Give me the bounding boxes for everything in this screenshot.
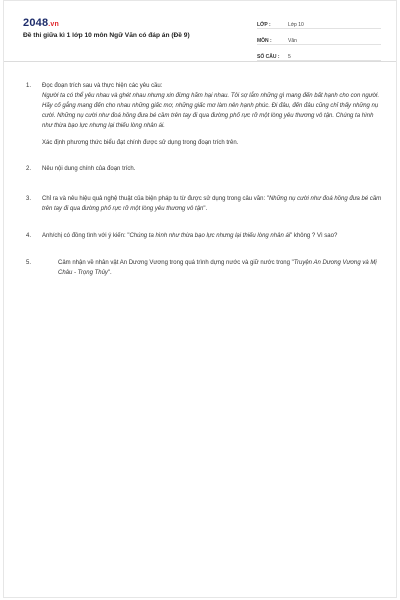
quoted-opinion: Chúng ta hình như thừa bạo lực nhưng lại thiếu lòng nhân ái (129, 233, 291, 239)
question-number: 1. (26, 83, 32, 89)
question-number: 3. (26, 196, 32, 202)
meta-key: SỐ CÂU : (257, 54, 280, 60)
meta-value: 5 (288, 54, 291, 60)
question-text-end: " không ? Vì sao? (290, 233, 338, 239)
meta-value: Văn (288, 38, 297, 44)
question-5 (26, 258, 382, 278)
meta-row-class (257, 15, 381, 29)
question-text (42, 231, 382, 241)
question-text-start: Anh/chị có đồng tình với ý kiến: " (42, 233, 130, 239)
question-number: 4. (26, 233, 32, 239)
question-1 (26, 81, 382, 148)
question-3 (26, 194, 382, 214)
question-intro: Đọc đoạn trích sau và thực hiện các yêu cầu: (42, 83, 163, 89)
question-number: 2. (26, 166, 32, 172)
meta-row-question-count (257, 47, 381, 61)
question-text-end: ". (107, 270, 112, 276)
question-2 (26, 164, 382, 174)
page-header (4, 1, 396, 62)
question-text-start: Chỉ ra và nêu hiệu quả nghệ thuật của biện pháp tu từ được sử dụng trong câu văn: " (42, 196, 269, 202)
question-list (26, 81, 382, 278)
quoted-work-title: Truyện An Dương Vương và Mị Châu - Trọng Thủy (58, 260, 377, 276)
question-text (42, 258, 382, 278)
meta-key: MÔN : (257, 38, 272, 44)
logo-main: 2048 (23, 17, 49, 29)
meta-row-subject (257, 31, 381, 45)
site-logo[interactable] (23, 17, 59, 29)
question-4 (26, 231, 382, 241)
exam-page (3, 0, 397, 598)
question-text: Nêu nội dung chính của đoạn trích. (42, 166, 136, 172)
reading-passage: Người ta có thể yêu nhau và ghét nhau nhưng xin đừng hãm hại nhau. Tôi sợ lắm những gì mang đến bất hạnh cho con người. Hãy cố gắng mang đến cho nhau những giấc mơ, những giấc mơ làm nên hạnh phúc. Đi đâu, đến đâu cũng chỉ thấy những nụ cười. Những nụ cười như đoá hồng đưa bé cầm trên tay đi qua đường phố rực rỡ một lòng yêu thương vô tận. Chúng ta hình như thừa bạo lực nhưng lại thiếu lòng nhân ái. (42, 93, 380, 129)
question-text-end: ". (203, 206, 208, 212)
meta-value: Lớp 10 (288, 22, 304, 28)
meta-key: LỚP : (257, 22, 271, 28)
logo-suffix: .vn (48, 21, 59, 28)
question-text (42, 194, 382, 214)
question-number: 5. (26, 260, 32, 266)
document-title: Đề thi giữa kì 1 lớp 10 môn Ngữ Văn có đáp án (Đề 9) (23, 32, 190, 39)
meta-panel (257, 15, 381, 63)
quoted-sentence: Những nụ cười như đoá hồng đưa bé cầm trên tay đi qua đường phố rực rỡ một lòng yêu thương vô tận (42, 196, 382, 212)
question-text-start: Cảm nhận về nhân vật An Dương Vương trong quá trình dựng nước và giữ nước trong " (58, 260, 294, 266)
question-task: Xác định phương thức biểu đạt chính được sử dụng trong đoạn trích trên. (42, 140, 239, 146)
